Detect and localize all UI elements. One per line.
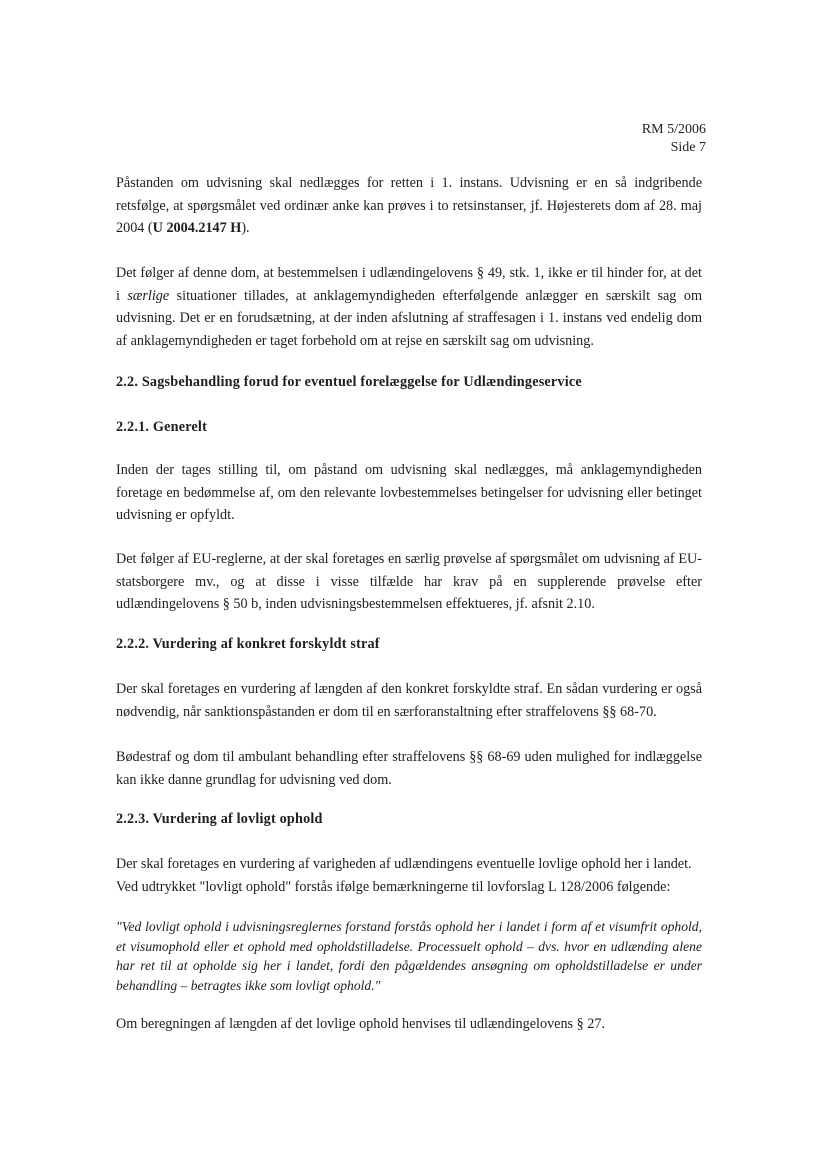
section-heading-2-2-3: 2.2.3. Vurdering af lovligt ophold [116, 811, 323, 827]
paragraph-eu-rules: Det følger af EU-reglerne, at der skal foretages en særlig prøvelse af spørgsmålet om udvisning af EU-statsborgere mv., og at disse i visse tilfælde har krav på en supplerende prøvelse efter udlændingelovens § 50 b, inden udvisningsbestemmelsen effektueres, jf. afsnit 2.10. [116, 551, 702, 612]
paragraph-lawful-residence: Der skal foretages en vurdering af varigheden af udlændingens eventuelle lovlige ophold her i landet. Ved udtrykket "lovligt ophold" forstås ifølge bemærkningerne til lovforslag L 128/2006 følgende: [116, 856, 692, 895]
paragraph-claim-first-instance: Påstanden om udvisning skal nedlægges for retten i 1. instans. Udvisning er en så indgribende retsfølge, at spørgsmålet ved ordinær anke kan prøves i to retsinstanser, jf. Højesterets dom af 28. maj 2004 (U 2004.2147 H). [116, 175, 702, 236]
paragraph-calculation: Om beregningen af længden af det lovlige ophold henvises til udlændingelovens § 27. [116, 1016, 605, 1032]
case-citation: U 2004.2147 H [152, 220, 242, 236]
section-heading-2-2-2: 2.2.2. Vurdering af konkret forskyldt straf [116, 636, 380, 652]
paragraph-special-situations: Det følger af denne dom, at bestemmelsen i udlændingelovens § 49, stk. 1, ikke er til hinder for, at det i særlige situationer tillades, at anklagemyndigheden efterfølgende anlægger en særskilt sag om udvisning. Det er en forudsætning, at der inden afslutning af straffesagen i 1. instans ved endelig dom af anklagemyndigheden er taget forbehold om at rejse en særskilt sag om udvisning. [116, 265, 702, 349]
section-heading-2-2: 2.2. Sagsbehandling forud for eventuel forelæggelse for Udlændingeservice [116, 374, 582, 390]
section-heading-2-2-1: 2.2.1. Generelt [116, 419, 207, 435]
page-number: Side 7 [670, 140, 706, 155]
paragraph-general-assessment: Inden der tages stilling til, om påstand om udvisning skal nedlægges, må anklagemyndigheden foretage en bedømmelse af, om den relevante lovbestemmelses betingelser for udvisning eller betinget udvisning er opfyldt. [116, 462, 702, 523]
emphasis-text: særlige [127, 287, 170, 304]
document-reference: RM 5/2006 [641, 122, 706, 137]
paragraph-fines-treatment: Bødestraf og dom til ambulant behandling efter straffelovens §§ 68-69 uden mulighed for indlæggelse kan ikke danne grundlag for udvisning ved dom. [116, 749, 702, 788]
paragraph-concrete-penalty: Der skal foretages en vurdering af længden af den konkret forskyldte straf. En sådan vurdering er også nødvendig, når sanktionspåstanden er dom til en særforanstaltning efter straffelovens §§ 68-70. [116, 681, 702, 720]
page-header [642, 121, 706, 157]
block-quote: "Ved lovligt ophold i udvisningsreglernes forstand forstås ophold her i landet i form af et visumfrit ophold, et visumophold eller et ophold med opholdstilladelse. Processuelt ophold – dvs. hvor en udlænding alene har ret til at opholde sig her i landet, fordi den pågældendes ansøgning om opholdstilladelse er under behandling – betragtes ikke som lovligt ophold." [116, 919, 702, 993]
